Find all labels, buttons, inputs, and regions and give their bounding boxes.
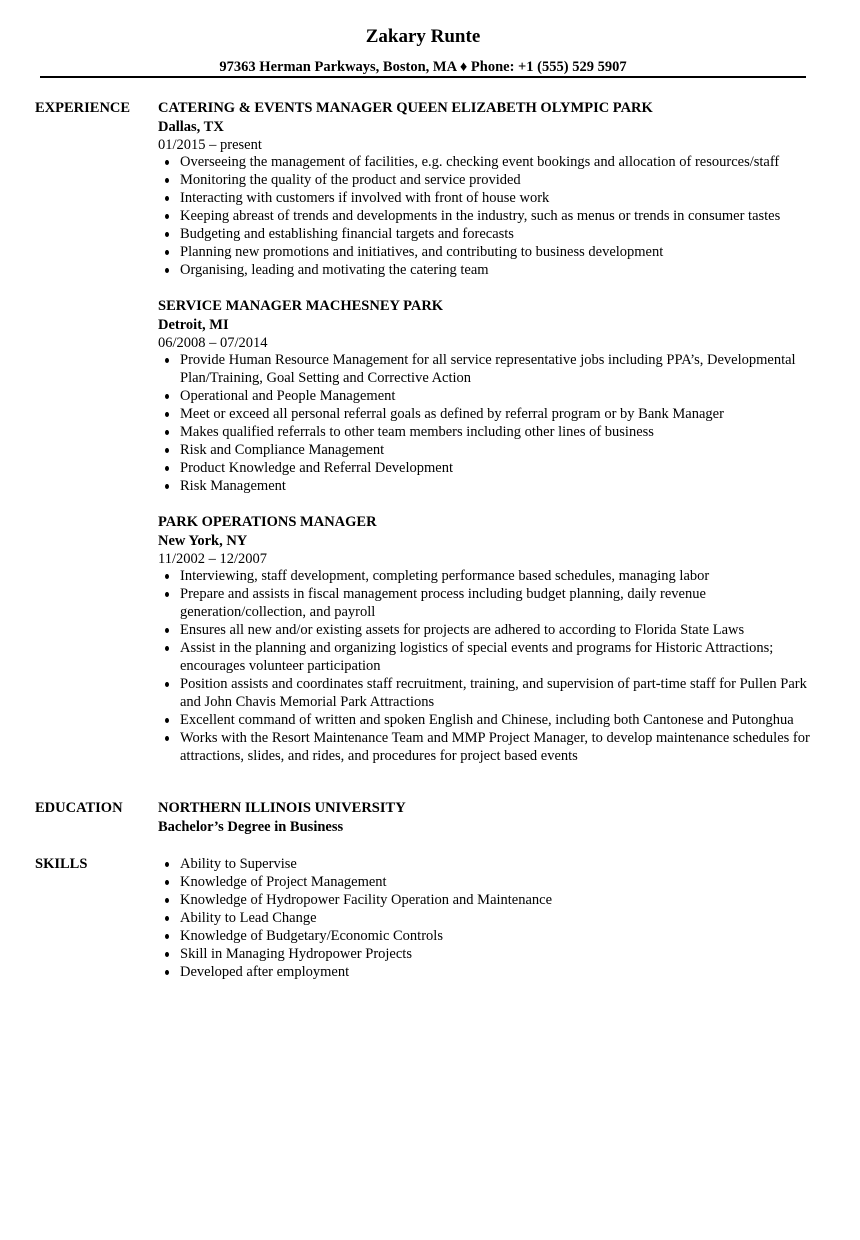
bullet-item: Keeping abreast of trends and developments in the industry, such as menus or trends in consumer tastes <box>158 207 828 225</box>
skill-item: Skill in Managing Hydropower Projects <box>158 945 828 963</box>
job-entry <box>158 99 828 279</box>
skill-item: Knowledge of Budgetary/Economic Controls <box>158 927 828 945</box>
section-label-skills: SKILLS <box>35 856 88 872</box>
school-name: NORTHERN ILLINOIS UNIVERSITY <box>158 800 406 816</box>
bullet-item: Operational and People Management <box>158 387 828 405</box>
skill-item: Developed after employment <box>158 963 828 981</box>
bullet-item: Meet or exceed all personal referral goals as defined by referral program or by Bank Manager <box>158 405 828 423</box>
bullet-item: Risk Management <box>158 477 828 495</box>
contact-line: 97363 Herman Parkways, Boston, MA ♦ Phone: +1 (555) 529 5907 <box>219 59 627 75</box>
skill-item: Knowledge of Project Management <box>158 873 828 891</box>
bullet-item: Product Knowledge and Referral Development <box>158 459 828 477</box>
job-location: New York, NY <box>158 533 248 549</box>
degree: Bachelor’s Degree in Business <box>158 819 344 835</box>
job-title: SERVICE MANAGER MACHESNEY PARK <box>158 298 444 314</box>
bullet-item: Assist in the planning and organizing logistics of special events and programs for Historic Attractions; encourages volunteer participation <box>158 639 828 675</box>
bullet-item: Budgeting and establishing financial targets and forecasts <box>158 225 828 243</box>
job-dates: 11/2002 – 12/2007 <box>158 551 268 567</box>
bullet-item: Excellent command of written and spoken English and Chinese, including both Cantonese and Putonghua <box>158 711 828 729</box>
education-body <box>158 799 828 837</box>
bullet-item: Monitoring the quality of the product and service provided <box>158 171 828 189</box>
bullet-item: Organising, leading and motivating the catering team <box>158 261 828 279</box>
section-label-experience: EXPERIENCE <box>35 100 131 116</box>
bullet-item: Works with the Resort Maintenance Team and MMP Project Manager, to develop maintenance schedules for attractions, slides, and rides, and procedures for project based events <box>158 729 828 765</box>
job-location: Detroit, MI <box>158 317 229 333</box>
bullet-item: Makes qualified referrals to other team members including other lines of business <box>158 423 828 441</box>
job-bullets <box>158 351 828 495</box>
job-entry <box>158 297 828 495</box>
skills-body <box>158 855 828 981</box>
bullet-item: Position assists and coordinates staff recruitment, training, and supervision of part-time staff for Pullen Park and John Chavis Memorial Park Attractions <box>158 675 828 711</box>
job-bullets <box>158 567 828 765</box>
job-dates: 06/2008 – 07/2014 <box>158 335 268 351</box>
job-bullets <box>158 153 828 279</box>
bullet-item: Overseeing the management of facilities, e.g. checking event bookings and allocation of resources/staff <box>158 153 828 171</box>
skill-item: Ability to Lead Change <box>158 909 828 927</box>
job-dates: 01/2015 – present <box>158 137 262 153</box>
header-divider <box>40 76 806 78</box>
experience-list <box>158 99 828 783</box>
bullet-item: Provide Human Resource Management for all service representative jobs including PPA’s, Developmental Plan/Training, Goal Setting and Corrective Action <box>158 351 828 387</box>
job-entry <box>158 513 828 765</box>
section-label-education: EDUCATION <box>35 800 123 816</box>
bullet-item: Interviewing, staff development, completing performance based schedules, managing labor <box>158 567 828 585</box>
skill-item: Ability to Supervise <box>158 855 828 873</box>
job-title: PARK OPERATIONS MANAGER <box>158 514 377 530</box>
bullet-item: Planning new promotions and initiatives, and contributing to business development <box>158 243 828 261</box>
skills-list <box>158 855 828 981</box>
job-title: CATERING & EVENTS MANAGER QUEEN ELIZABETH OLYMPIC PARK <box>158 100 653 116</box>
resume-name: Zakary Runte <box>365 26 481 47</box>
bullet-item: Risk and Compliance Management <box>158 441 828 459</box>
skill-item: Knowledge of Hydropower Facility Operation and Maintenance <box>158 891 828 909</box>
bullet-item: Prepare and assists in fiscal management process including budget planning, daily revenue generation/collection, and payroll <box>158 585 828 621</box>
bullet-item: Ensures all new and/or existing assets for projects are adhered to according to Florida State Laws <box>158 621 828 639</box>
job-location: Dallas, TX <box>158 119 224 135</box>
bullet-item: Interacting with customers if involved with front of house work <box>158 189 828 207</box>
